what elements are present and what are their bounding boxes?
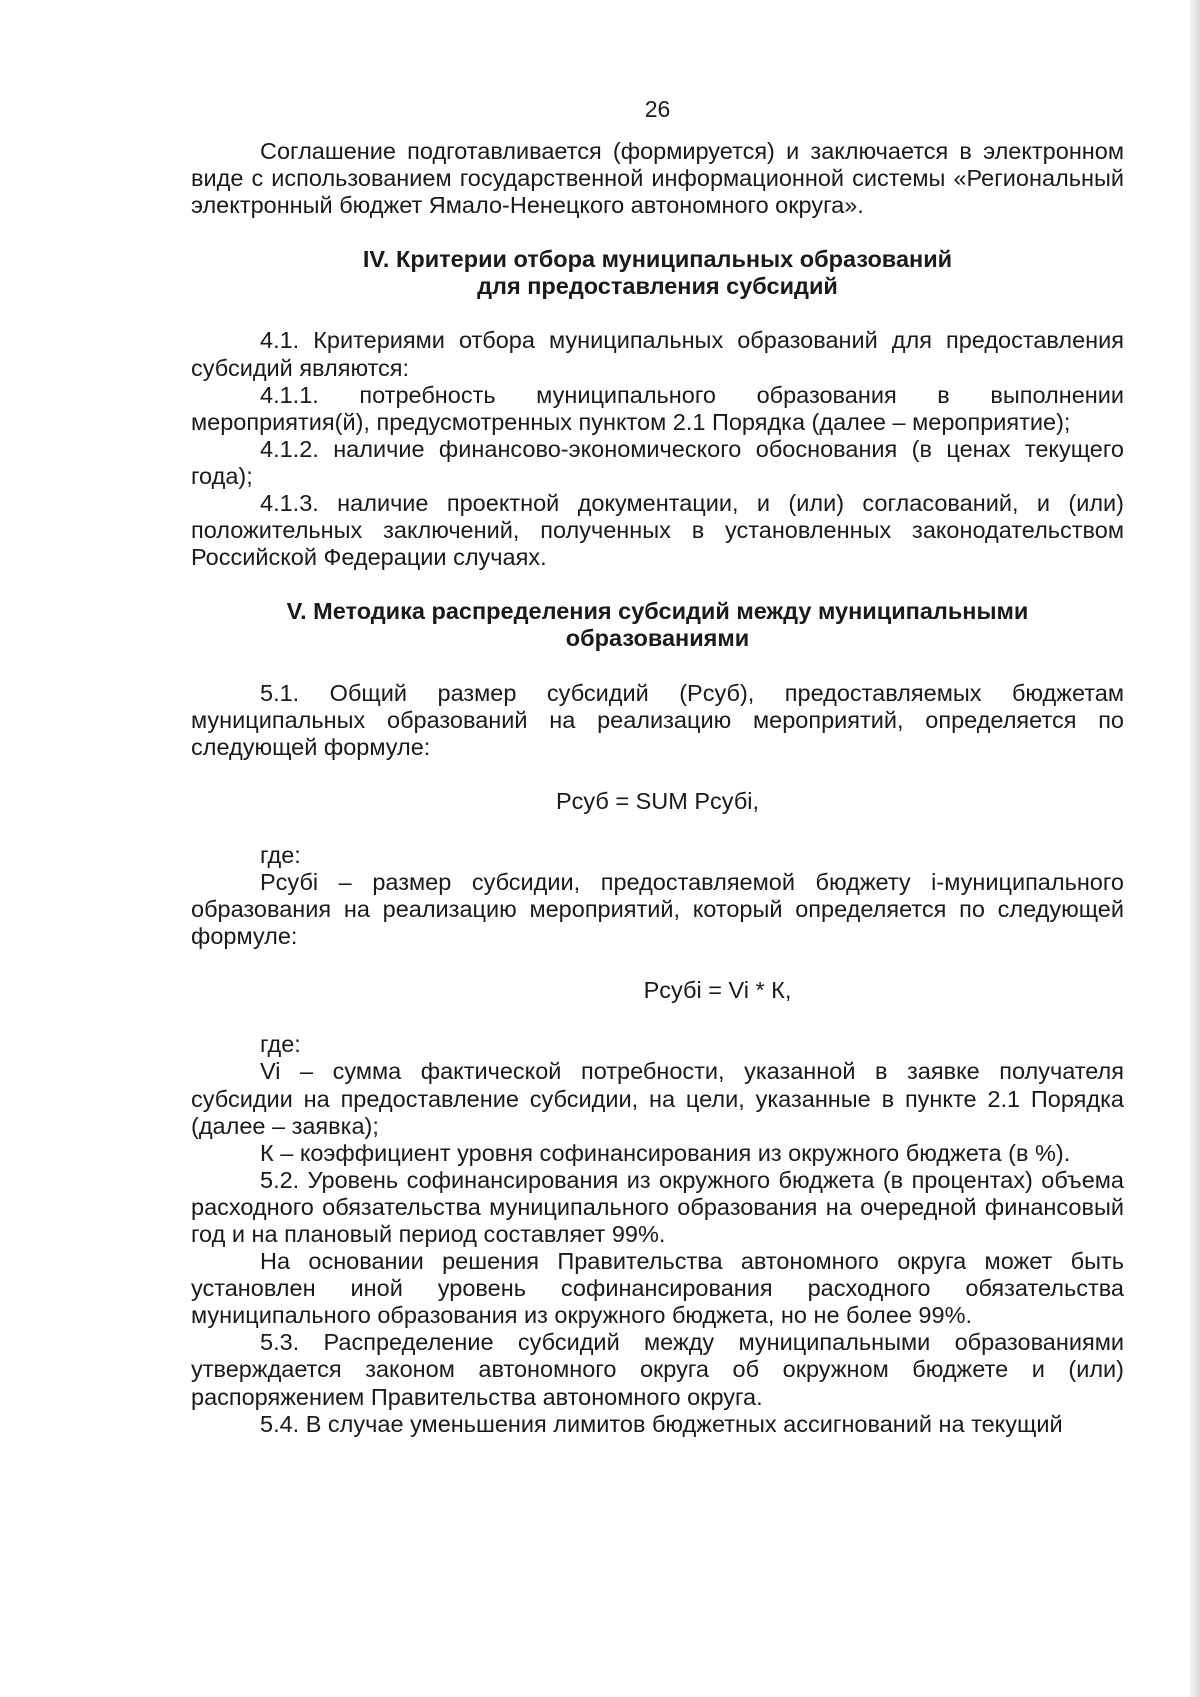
definition-vi: Vi – сумма фактической потребности, указанной в заявке получателя субсидии на предоставление субсидии, на цели, указанные в пункте 2.1 Порядка (далее – заявка); bbox=[191, 1058, 1124, 1139]
section-4-heading bbox=[191, 246, 1124, 300]
formula-total-subsidy: Рсуб = SUM Рсубi, bbox=[555, 787, 760, 814]
paragraph-5-1: 5.1. Общий размер субсидий (Рсуб), предоставляемых бюджетам муниципальных образований на реализацию мероприятий, определяется по следующей формуле: bbox=[191, 679, 1124, 760]
section-5-title-line-1: V. Методика распределения субсидий между муниципальными bbox=[286, 598, 1029, 625]
paragraph-5-2-continued: На основании решения Правительства автономного округа может быть установлен иной уровень софинансирования расходного обязательства муниципального образования из окружного бюджета, но не более 99%. bbox=[191, 1248, 1124, 1329]
formula-municipal-subsidy: Рсубi = Vi * К, bbox=[643, 977, 792, 1004]
definition-psubi: Рсубi – размер субсидии, предоставляемой бюджету i-муниципального образования на реализацию мероприятий, который определяется по следующей формуле: bbox=[191, 868, 1124, 950]
paragraph-4-1-1: 4.1.1. потребность муниципального образования в выполнении мероприятия(й), предусмотренных пунктом 2.1 Порядка (далее – мероприятие); bbox=[191, 381, 1124, 435]
section-4-title-line-1: IV. Критерии отбора муниципальных образований bbox=[362, 246, 953, 273]
section-5-title-line-2: образованиями bbox=[565, 625, 750, 652]
definition-k: К – коэффициент уровня софинансирования из окружного бюджета (в %). bbox=[260, 1139, 1071, 1166]
section-4-title-line-2: для предоставления субсидий bbox=[477, 273, 838, 300]
paragraph-5-2: 5.2. Уровень софинансирования из окружного бюджета (в процентах) объема расходного обязательства муниципального образования на очередной финансовый год и на плановый период составляет 99%. bbox=[191, 1166, 1124, 1247]
page-edge-shadow bbox=[1190, 0, 1200, 1697]
paragraph-4-1-3: 4.1.3. наличие проектной документации, и (или) согласований, и (или) положительных заключений, полученных в установленных законодательством Российской Федерации случаях. bbox=[191, 490, 1124, 571]
paragraph-4-1: 4.1. Критериями отбора муниципальных образований для предоставления субсидий являются: bbox=[191, 327, 1124, 381]
intro-paragraph: Соглашение подготавливается (формируется) и заключается в электронном виде с использованием государственной информационной системы «Региональный электронный бюджет Ямало-Ненецкого автономного округа». bbox=[191, 138, 1124, 219]
page-number: 26 bbox=[644, 96, 671, 122]
section-5-heading bbox=[191, 598, 1124, 652]
paragraph-5-3: 5.3. Распределение субсидий между муниципальными образованиями утверждается законом автономного округа об окружном бюджете и (или) распоряжением Правительства автономного округа. bbox=[191, 1329, 1124, 1410]
where-label-1: где: bbox=[260, 841, 301, 868]
paragraph-4-1-2: 4.1.2. наличие финансово-экономического обоснования (в ценах текущего года); bbox=[191, 435, 1124, 489]
where-label-2: где: bbox=[260, 1031, 301, 1058]
paragraph-5-4: 5.4. В случае уменьшения лимитов бюджетных ассигнований на текущий bbox=[260, 1410, 1063, 1437]
text-flow bbox=[191, 138, 1124, 1438]
